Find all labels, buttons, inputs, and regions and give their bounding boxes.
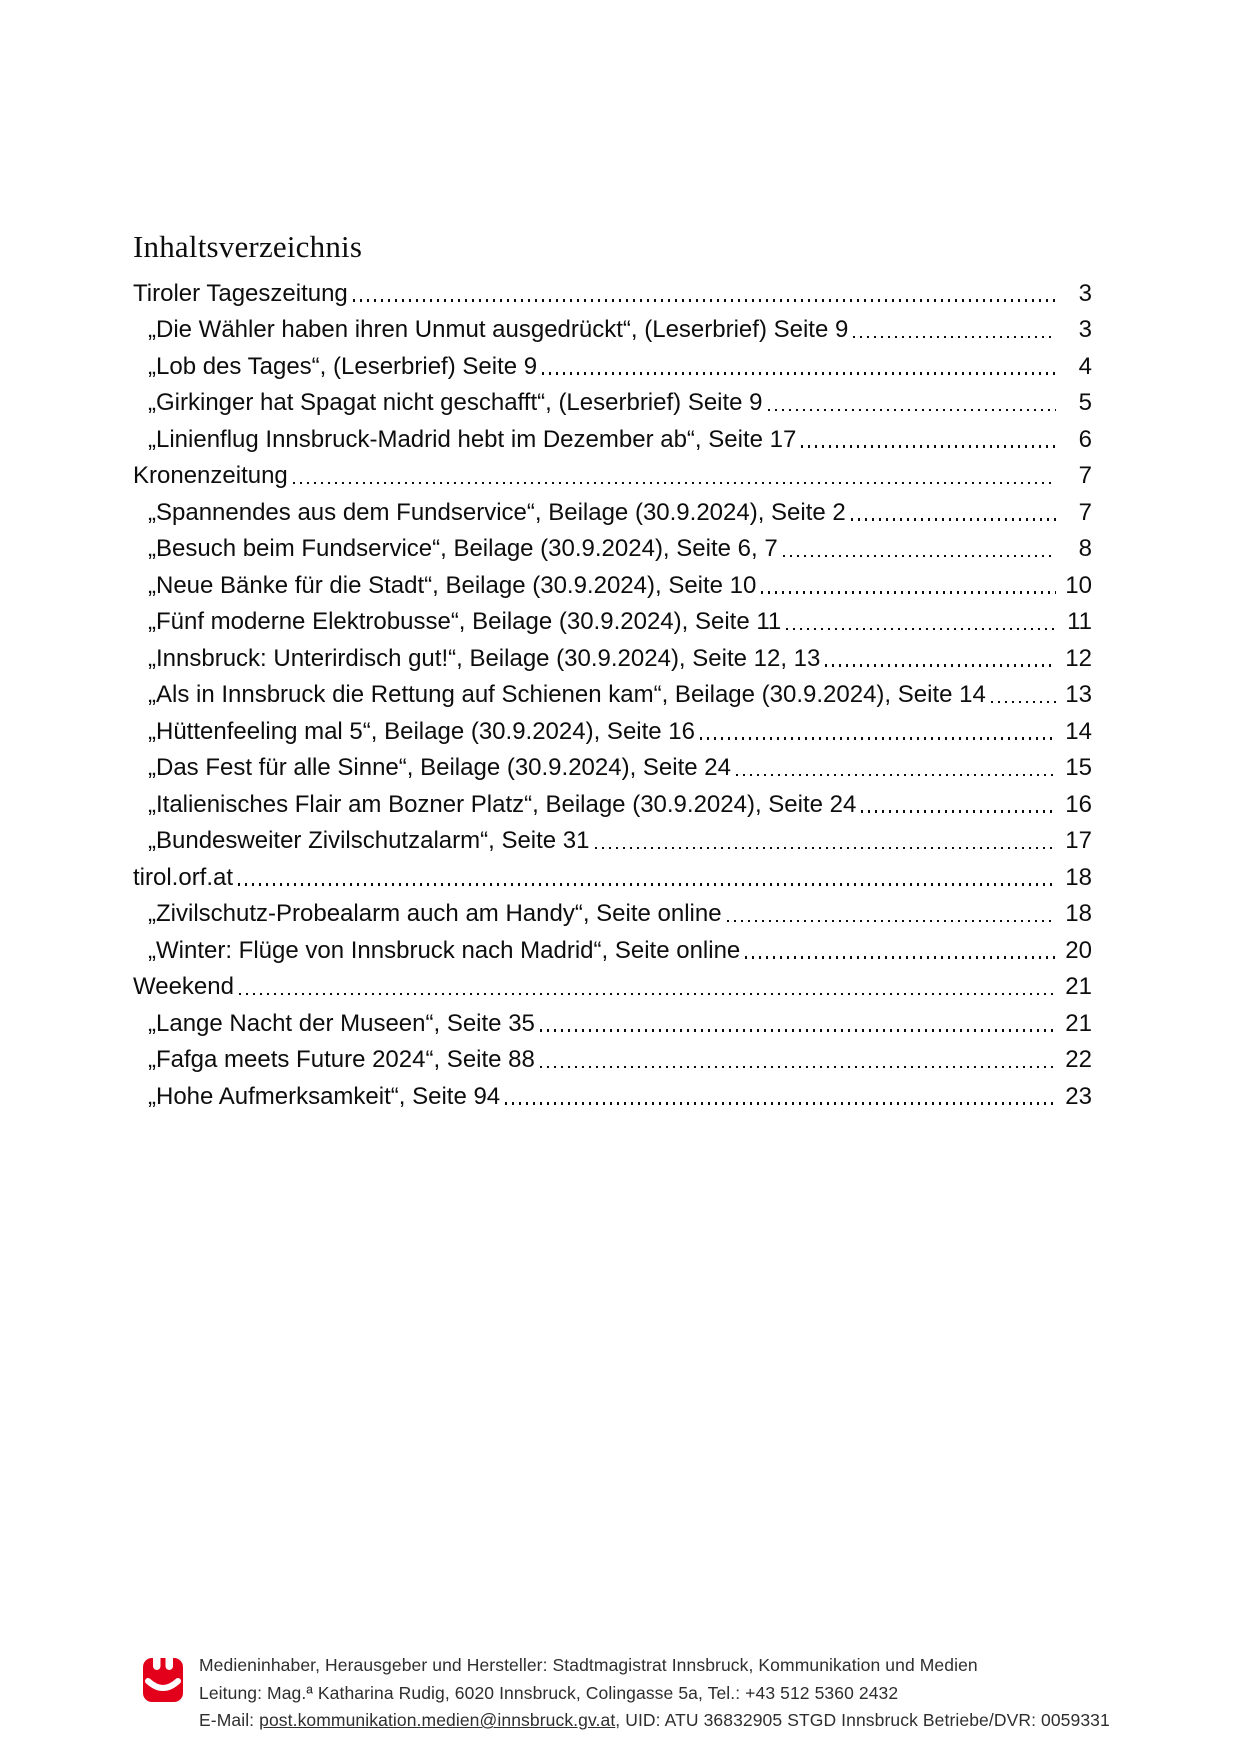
page-title: Inhaltsverzeichnis bbox=[133, 228, 363, 264]
toc-entry-page: 23 bbox=[1065, 1082, 1092, 1110]
toc-entry-page: 3 bbox=[1078, 279, 1092, 307]
toc-dot-leader bbox=[353, 299, 1056, 301]
toc-entry[interactable] bbox=[133, 455, 1092, 492]
toc-entry-page: 13 bbox=[1065, 681, 1092, 708]
toc-entry-page: 16 bbox=[1065, 790, 1092, 818]
toc-entry-page: 21 bbox=[1065, 973, 1092, 1000]
toc-entry-label: „Das Fest für alle Sinne“, Beilage (30.9.2024), Seite 24 bbox=[148, 754, 731, 781]
toc-dot-leader bbox=[700, 737, 1056, 739]
toc-entry-page: 11 bbox=[1067, 608, 1092, 635]
toc-entry[interactable] bbox=[133, 856, 1092, 893]
toc-entry[interactable] bbox=[133, 710, 1092, 747]
toc-entry-page: 18 bbox=[1065, 900, 1092, 927]
toc-entry-label: „Innsbruck: Unterirdisch gut!“, Beilage (30.9.2024), Seite 12, 13 bbox=[148, 644, 821, 672]
toc-entry[interactable] bbox=[133, 966, 1092, 1003]
table-of-contents bbox=[133, 272, 1092, 1112]
toc-entry-label: „Zivilschutz-Probealarm auch am Handy“, Seite online bbox=[148, 900, 722, 927]
toc-entry[interactable] bbox=[133, 1002, 1092, 1039]
toc-dot-leader bbox=[727, 920, 1056, 922]
footer-imprint bbox=[199, 1652, 1110, 1735]
toc-entry-label: „Fünf moderne Elektrobusse“, Beilage (30.9.2024), Seite 11 bbox=[148, 608, 782, 635]
footer-email-line bbox=[199, 1707, 1110, 1735]
toc-entry-page: 20 bbox=[1065, 936, 1092, 964]
toc-entry[interactable] bbox=[133, 893, 1092, 930]
toc-dot-leader bbox=[783, 555, 1056, 557]
toc-dot-leader bbox=[540, 1066, 1056, 1068]
toc-entry-label: tirol.orf.at bbox=[133, 863, 234, 891]
toc-dot-leader bbox=[239, 993, 1056, 995]
toc-dot-leader bbox=[745, 956, 1056, 958]
toc-dot-leader bbox=[851, 518, 1056, 520]
toc-dot-leader bbox=[595, 847, 1056, 849]
toc-dot-leader bbox=[505, 1102, 1056, 1104]
toc-entry-label: Kronenzeitung bbox=[133, 462, 288, 489]
toc-dot-leader bbox=[761, 591, 1056, 593]
toc-dot-leader bbox=[786, 628, 1056, 630]
toc-entry[interactable] bbox=[133, 382, 1092, 419]
toc-entry[interactable] bbox=[133, 272, 1092, 309]
toc-entry[interactable] bbox=[133, 309, 1092, 346]
toc-entry-page: 21 bbox=[1065, 1009, 1092, 1037]
toc-entry-page: 12 bbox=[1065, 644, 1092, 672]
toc-entry-label: „Girkinger hat Spagat nicht geschafft“, (Leserbrief) Seite 9 bbox=[148, 389, 763, 416]
toc-entry-label: Weekend bbox=[133, 973, 234, 1000]
toc-entry-label: „Winter: Flüge von Innsbruck nach Madrid“, Seite online bbox=[148, 936, 741, 964]
toc-entry-label: „Hüttenfeeling mal 5“, Beilage (30.9.2024), Seite 16 bbox=[148, 717, 695, 745]
toc-entry-page: 4 bbox=[1078, 352, 1092, 380]
toc-dot-leader bbox=[801, 445, 1056, 447]
toc-entry[interactable] bbox=[133, 747, 1092, 784]
toc-entry[interactable] bbox=[133, 345, 1092, 382]
footer-email-prefix: E-Mail: bbox=[199, 1710, 260, 1731]
toc-entry[interactable] bbox=[133, 1039, 1092, 1076]
toc-entry-label: „Lob des Tages“, (Leserbrief) Seite 9 bbox=[148, 352, 538, 380]
toc-entry-label: „Fafga meets Future 2024“, Seite 88 bbox=[148, 1046, 535, 1073]
page-footer bbox=[143, 1652, 1110, 1735]
toc-entry-label: „Besuch beim Fundservice“, Beilage (30.9.2024), Seite 6, 7 bbox=[148, 535, 778, 562]
toc-entry[interactable] bbox=[133, 1075, 1092, 1112]
toc-entry-page: 5 bbox=[1078, 389, 1092, 416]
toc-entry[interactable] bbox=[133, 601, 1092, 638]
toc-entry[interactable] bbox=[133, 929, 1092, 966]
toc-entry-page: 18 bbox=[1065, 863, 1092, 891]
toc-entry-label: „Hohe Aufmerksamkeit“, Seite 94 bbox=[148, 1082, 501, 1110]
toc-entry[interactable] bbox=[133, 783, 1092, 820]
toc-dot-leader bbox=[853, 336, 1056, 338]
toc-entry-label: „Als in Innsbruck die Rettung auf Schienen kam“, Beilage (30.9.2024), Seite 14 bbox=[148, 681, 986, 708]
toc-dot-leader bbox=[542, 372, 1056, 374]
toc-entry-label: „Neue Bänke für die Stadt“, Beilage (30.9.2024), Seite 10 bbox=[148, 571, 757, 599]
toc-entry-page: 17 bbox=[1065, 827, 1092, 854]
toc-dot-leader bbox=[991, 701, 1056, 703]
toc-entry[interactable] bbox=[133, 820, 1092, 857]
footer-publisher-line: Medieninhaber, Herausgeber und Hersteller: Stadtmagistrat Innsbruck, Kommunikation und Medien bbox=[199, 1655, 978, 1675]
toc-dot-leader bbox=[825, 664, 1056, 666]
toc-entry[interactable] bbox=[133, 528, 1092, 565]
toc-dot-leader bbox=[736, 774, 1056, 776]
toc-entry-page: 6 bbox=[1078, 425, 1092, 453]
toc-entry-label: „Linienflug Innsbruck-Madrid hebt im Dezember ab“, Seite 17 bbox=[148, 425, 797, 453]
toc-entry-label: „Bundesweiter Zivilschutzalarm“, Seite 31 bbox=[148, 827, 590, 854]
toc-entry-label: „Italienisches Flair am Bozner Platz“, Beilage (30.9.2024), Seite 24 bbox=[148, 790, 857, 818]
toc-dot-leader bbox=[540, 1029, 1056, 1031]
toc-entry[interactable] bbox=[133, 564, 1092, 601]
toc-dot-leader bbox=[293, 482, 1056, 484]
toc-entry[interactable] bbox=[133, 674, 1092, 711]
toc-entry-label: „Die Wähler haben ihren Unmut ausgedrückt“, (Leserbrief) Seite 9 bbox=[148, 316, 849, 343]
toc-dot-leader bbox=[768, 409, 1056, 411]
toc-entry-label: „Spannendes aus dem Fundservice“, Beilage (30.9.2024), Seite 2 bbox=[148, 498, 846, 526]
toc-entry[interactable] bbox=[133, 491, 1092, 528]
innsbruck-city-logo-icon bbox=[143, 1658, 183, 1702]
toc-entry-page: 10 bbox=[1065, 571, 1092, 599]
toc-dot-leader bbox=[861, 810, 1056, 812]
toc-entry-page: 22 bbox=[1065, 1046, 1092, 1073]
toc-entry-page: 7 bbox=[1078, 462, 1092, 489]
toc-entry-page: 7 bbox=[1078, 498, 1092, 526]
toc-entry-page: 14 bbox=[1065, 717, 1092, 745]
footer-uid-text: , UID: ATU 36832905 STGD Innsbruck Betriebe/DVR: 0059331 bbox=[615, 1710, 1110, 1731]
toc-entry-label: „Lange Nacht der Museen“, Seite 35 bbox=[148, 1009, 535, 1037]
footer-contact-line: Leitung: Mag.ª Katharina Rudig, 6020 Innsbruck, Colingasse 5a, Tel.: +43 512 5360 2432 bbox=[199, 1682, 899, 1703]
toc-dot-leader bbox=[238, 883, 1056, 885]
toc-entry[interactable] bbox=[133, 637, 1092, 674]
toc-entry-page: 15 bbox=[1065, 754, 1092, 781]
toc-entry-page: 8 bbox=[1078, 535, 1092, 562]
toc-entry[interactable] bbox=[133, 418, 1092, 455]
footer-email-link[interactable]: post.kommunikation.medien@innsbruck.gv.at bbox=[259, 1710, 616, 1731]
toc-entry-label: Tiroler Tageszeitung bbox=[133, 279, 348, 307]
toc-entry-page: 3 bbox=[1078, 316, 1092, 343]
